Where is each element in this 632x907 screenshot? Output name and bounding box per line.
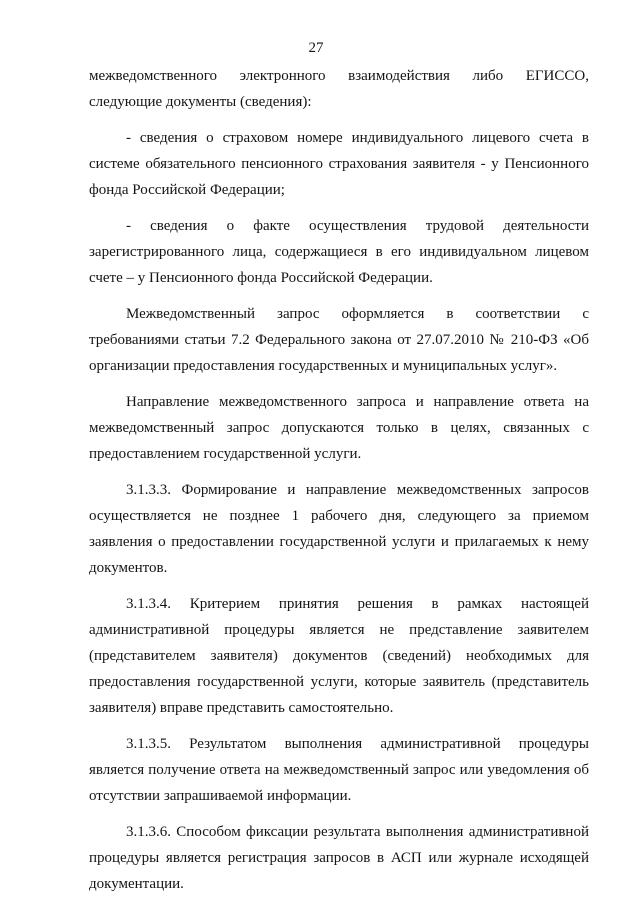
paragraph-list-item-1: - сведения о страховом номере индивидуального лицевого счета в системе обязательного пенсионного страхования заявителя - у Пенсионного фонда Российской Федерации; <box>89 130 589 198</box>
paragraph-request-purpose: Направление межведомственного запроса и направление ответа на межведомственный запрос допускаются только в целях, связанных с предоставлением государственной услуги. <box>89 394 589 462</box>
paragraph-3-1-3-6: 3.1.3.6. Способом фиксации результата выполнения административной процедуры является регистрация запросов в АСП или журнале исходящей документации. <box>89 824 589 892</box>
paragraph-3-1-3-5: 3.1.3.5. Результатом выполнения административной процедуры является получение ответа на межведомственный запрос или уведомления об отсутствии запрашиваемой информации. <box>89 736 589 804</box>
paragraph-request-format: Межведомственный запрос оформляется в соответствии с требованиями статьи 7.2 Федерального закона от 27.07.2010 № 210-ФЗ «Об организации предоставления государственных и муниципальных услуг». <box>89 306 589 374</box>
document-body <box>89 63 589 907</box>
paragraph-3-1-3-3: 3.1.3.3. Формирование и направление межведомственных запросов осуществляется не позднее 1 рабочего дня, следующего за приемом заявления о предоставлении государственной услуги и прилагаемых к нему документов. <box>89 482 589 576</box>
paragraph-list-item-2: - сведения о факте осуществления трудовой деятельности зарегистрированного лица, содержащиеся в его индивидуальном лицевом счете – у Пенсионного фонда Российской Федерации. <box>89 218 589 286</box>
paragraph-continuation: межведомственного электронного взаимодействия либо ЕГИССО, следующие документы (сведения): <box>89 68 589 110</box>
paragraph-3-1-3-4: 3.1.3.4. Критерием принятия решения в рамках настоящей административной процедуры является не представление заявителем (представителем заявителя) документов (сведений) необходимых для предоставления государственной услуги, которые заявитель (представитель заявителя) вправе представить самостоятельно. <box>89 596 589 716</box>
page-number: 27 <box>308 40 324 56</box>
